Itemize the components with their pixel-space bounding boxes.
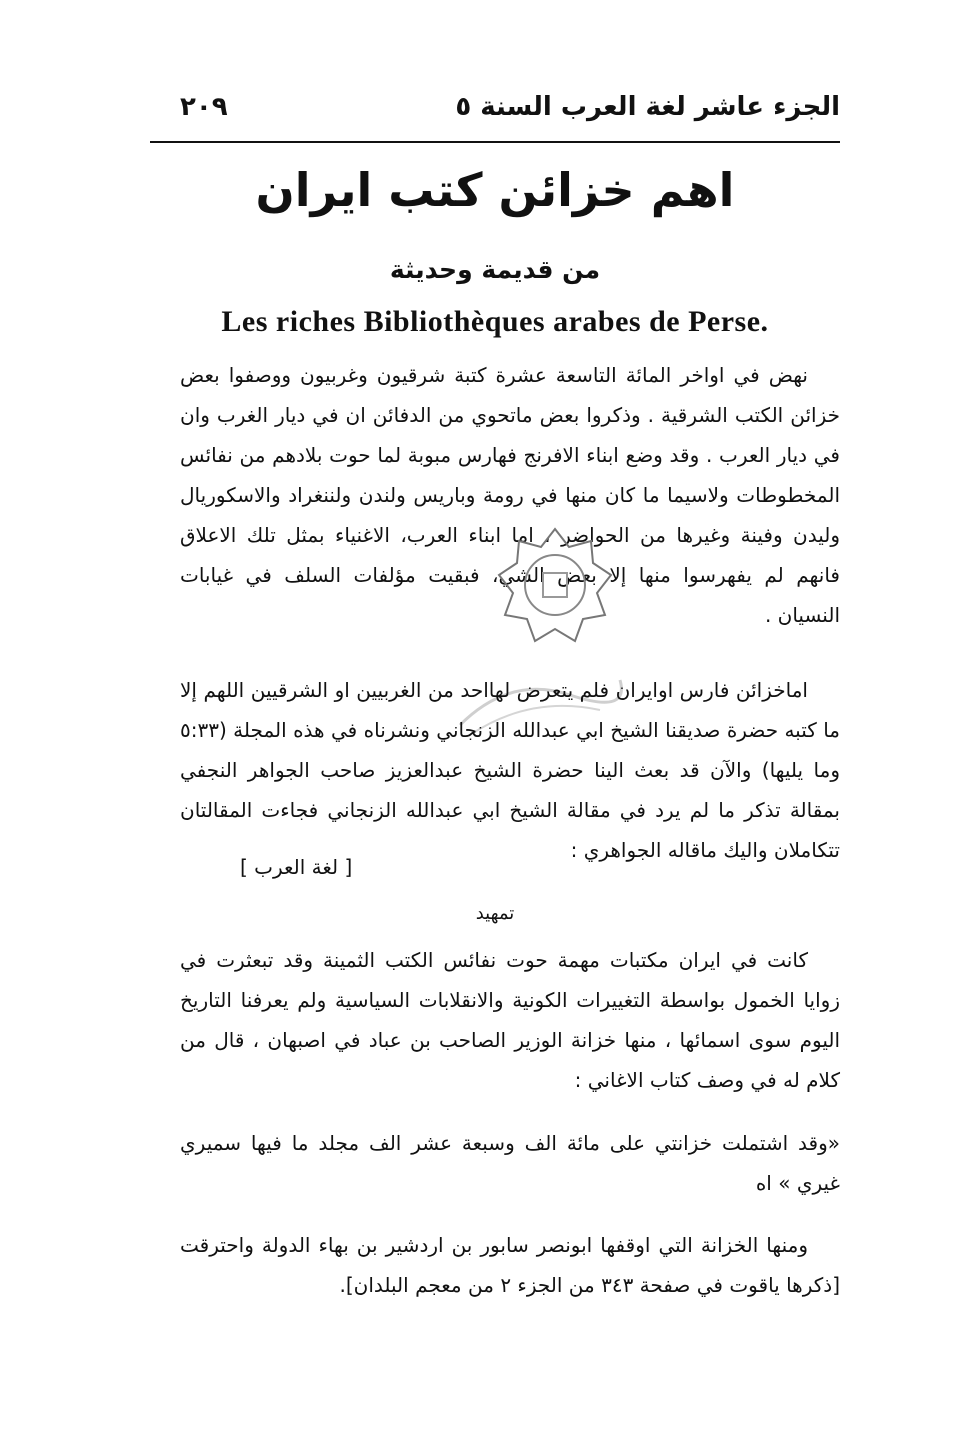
second-paragraph: اماخزائن فارس اوايران فلم يتعرض لهااحد من الغربيين او الشرقيين اللهم إلا ما كتبه حضرة صديقنا الشيخ ابي عبدالله الزنجاني ونشرناه في هذه المجلة (٥:٣٣ وما يليها) والآن قد بعث الينا حضرة الشيخ عبدالعزيز صاحب الجواهر النجفي بمقالة تذكر ما لم يرد في مقالة الشيخ ابي عبدالله الزنجاني فجاءت المقالتان تتكاملان واليك ماقاله الجواهري : (180, 678, 840, 862)
header-divider (150, 141, 840, 143)
intro-paragraph: نهض في اواخر المائة التاسعة عشرة كتبة شرقيون وغربيون ووصفوا بعض خزائن الكتب الشرقية . وذكروا بعض ماتحوي من الدفائن ان في ديار الغرب وان في ديار العرب . وقد وضع ابناء الافرنج فهارس مبوبة لما حوت بلادهم من نفائس المخطوطات ولاسيما ما كان منها في رومة وباريس ولندن ولننغراد والاسكوريال وليدن وفينة وغيرها من الحواضر ، اما ابناء العرب، الاغنياء بمثل تلك الاعلاق فانهم لم يفهرسوا منها إلا بعض الشي، فبقيت مؤلفات السلف في غيابات النسيان . (180, 363, 840, 627)
third-paragraph: كانت في ايران مكتبات مهمة حوت نفائس الكتب الثمينة وقد تبعثرت في زوايا الخمول بواسطة التغييرات الكونية والانقلابات السياسية ولم يعرفنا التاريخ اليوم سوى اسمائها ، منها خزانة الوزير الصاحب بن عباد في اصبهان ، قال من كلام له في وصف كتاب الاغاني : (180, 948, 840, 1092)
second-section (180, 670, 840, 870)
article-title: اهم خزائن كتب ايران (255, 163, 735, 217)
document-page (150, 55, 840, 1295)
article-subtitle: من قديمة وحديثة (389, 255, 601, 284)
third-section (180, 940, 840, 1100)
library-stamp-icon (495, 525, 615, 645)
fourth-section (180, 1225, 840, 1305)
quote-paragraph: «وقد اشتملت خزانتي على مائة الف وسبعة عشر الف مجلد ما فيها سميري غيري » اه (180, 1131, 840, 1195)
signature: [ لغة العرب ] (240, 855, 353, 879)
fourth-paragraph: ومنها الخزانة التي اوقفها ابونصر سابور بن اردشير بن بهاء الدولة واحترقت [ذكرها ياقوت في صفحة ٣٤٣ من الجزء ٢ من معجم البلدان]. (180, 1233, 840, 1297)
quote-section (180, 1123, 840, 1203)
latin-title: Les riches Bibliothèques arabes de Perse. (221, 305, 769, 338)
running-header (180, 85, 840, 129)
section-heading: تمهيد (475, 903, 515, 924)
page-number: ٢٠٩ (180, 92, 228, 122)
running-header-text: الجزء عاشر لغة العرب السنة ٥ (455, 92, 840, 122)
